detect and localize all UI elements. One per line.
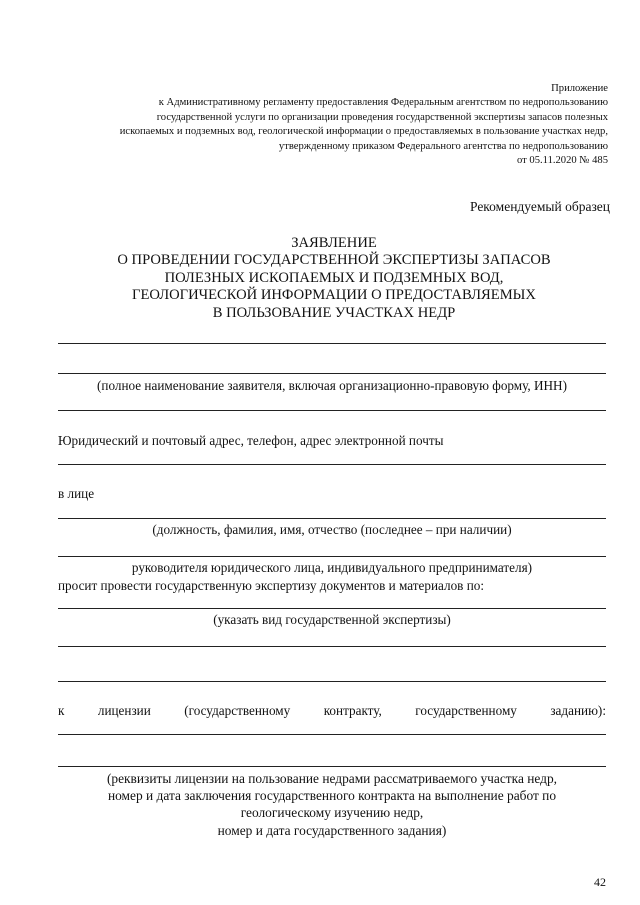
expertise-type-field[interactable] — [58, 608, 606, 609]
appendix-header — [48, 82, 608, 168]
position-hint: (должность, фамилия, имя, отчество (последнее – при наличии) — [152, 522, 512, 537]
representative-field[interactable] — [58, 518, 606, 519]
expertise-details-field-2[interactable] — [58, 681, 606, 682]
representative-field-2[interactable] — [58, 556, 606, 557]
license-word: заданию): — [550, 703, 606, 718]
title-line: ПОЛЕЗНЫХ ИСКОПАЕМЫХ И ПОДЗЕМНЫХ ВОД, — [164, 269, 504, 286]
appendix-line: Приложение — [551, 83, 608, 94]
page-number: 42 — [594, 875, 606, 889]
license-word: к — [58, 703, 65, 718]
title-line: ЗАЯВЛЕНИЕ — [291, 235, 377, 251]
appendix-line: от 05.11.2020 № 485 — [516, 155, 608, 167]
license-word: (государственному — [184, 703, 291, 718]
title-line: О ПРОВЕДЕНИИ ГОСУДАРСТВЕННОЙ ЭКСПЕРТИЗЫ ЗАПАСОВ — [117, 252, 551, 269]
address-field[interactable] — [58, 464, 606, 465]
head-hint: руководителя юридического лица, индивидуального предпринимателя) — [131, 560, 533, 575]
requisites-line: (реквизиты лицензии на пользование недрами рассматриваемого участка недр, — [106, 771, 558, 786]
request-text: просит провести государственную экспертизу документов и материалов по: — [58, 578, 485, 593]
requisites-line: номер и дата заключения государственного контракта на выполнение работ по — [107, 788, 557, 804]
applicant-details-field[interactable] — [58, 410, 606, 411]
appendix-line: к Административному регламенту предоставления Федеральным агентством по недропользованию — [158, 97, 608, 109]
applicant-hint: (полное наименование заявителя, включая организационно-правовую форму, ИНН) — [97, 378, 567, 393]
applicant-name-field-2[interactable] — [58, 373, 606, 374]
appendix-line: ископаемых и подземных вод, геологической информации о предоставляемых в пользование участках недр, — [119, 126, 608, 138]
appendix-line: государственной услуги по организации проведения государственной экспертизы запасов полезных — [156, 111, 608, 123]
expertise-hint: (указать вид государственной экспертизы) — [213, 612, 451, 627]
title-line: ГЕОЛОГИЧЕСКОЙ ИНФОРМАЦИИ О ПРЕДОСТАВЛЯЕМЫХ — [132, 287, 536, 304]
in-person-label: в лице — [58, 486, 95, 501]
license-line — [58, 703, 606, 719]
address-label: Юридический и почтовый адрес, телефон, адрес электронной почты — [58, 433, 444, 448]
title-line: В ПОЛЬЗОВАНИЕ УЧАСТКАХ НЕДР — [212, 304, 456, 321]
appendix-line: утвержденному приказом Федерального агентства по недропользованию — [278, 140, 608, 152]
requisites-hint — [58, 770, 606, 839]
requisites-line: номер и дата государственного задания) — [217, 822, 447, 838]
license-word: контракту, — [323, 703, 382, 718]
license-word: государственному — [415, 703, 517, 718]
license-field-2[interactable] — [58, 766, 606, 767]
license-word: лицензии — [97, 703, 151, 718]
requisites-line: геологическому изучению недр, — [240, 805, 424, 821]
recommended-sample-label: Рекомендуемый образец — [469, 199, 610, 214]
applicant-name-field[interactable] — [58, 343, 606, 344]
expertise-details-field[interactable] — [58, 646, 606, 647]
license-field[interactable] — [58, 734, 606, 735]
document-title — [60, 235, 608, 322]
